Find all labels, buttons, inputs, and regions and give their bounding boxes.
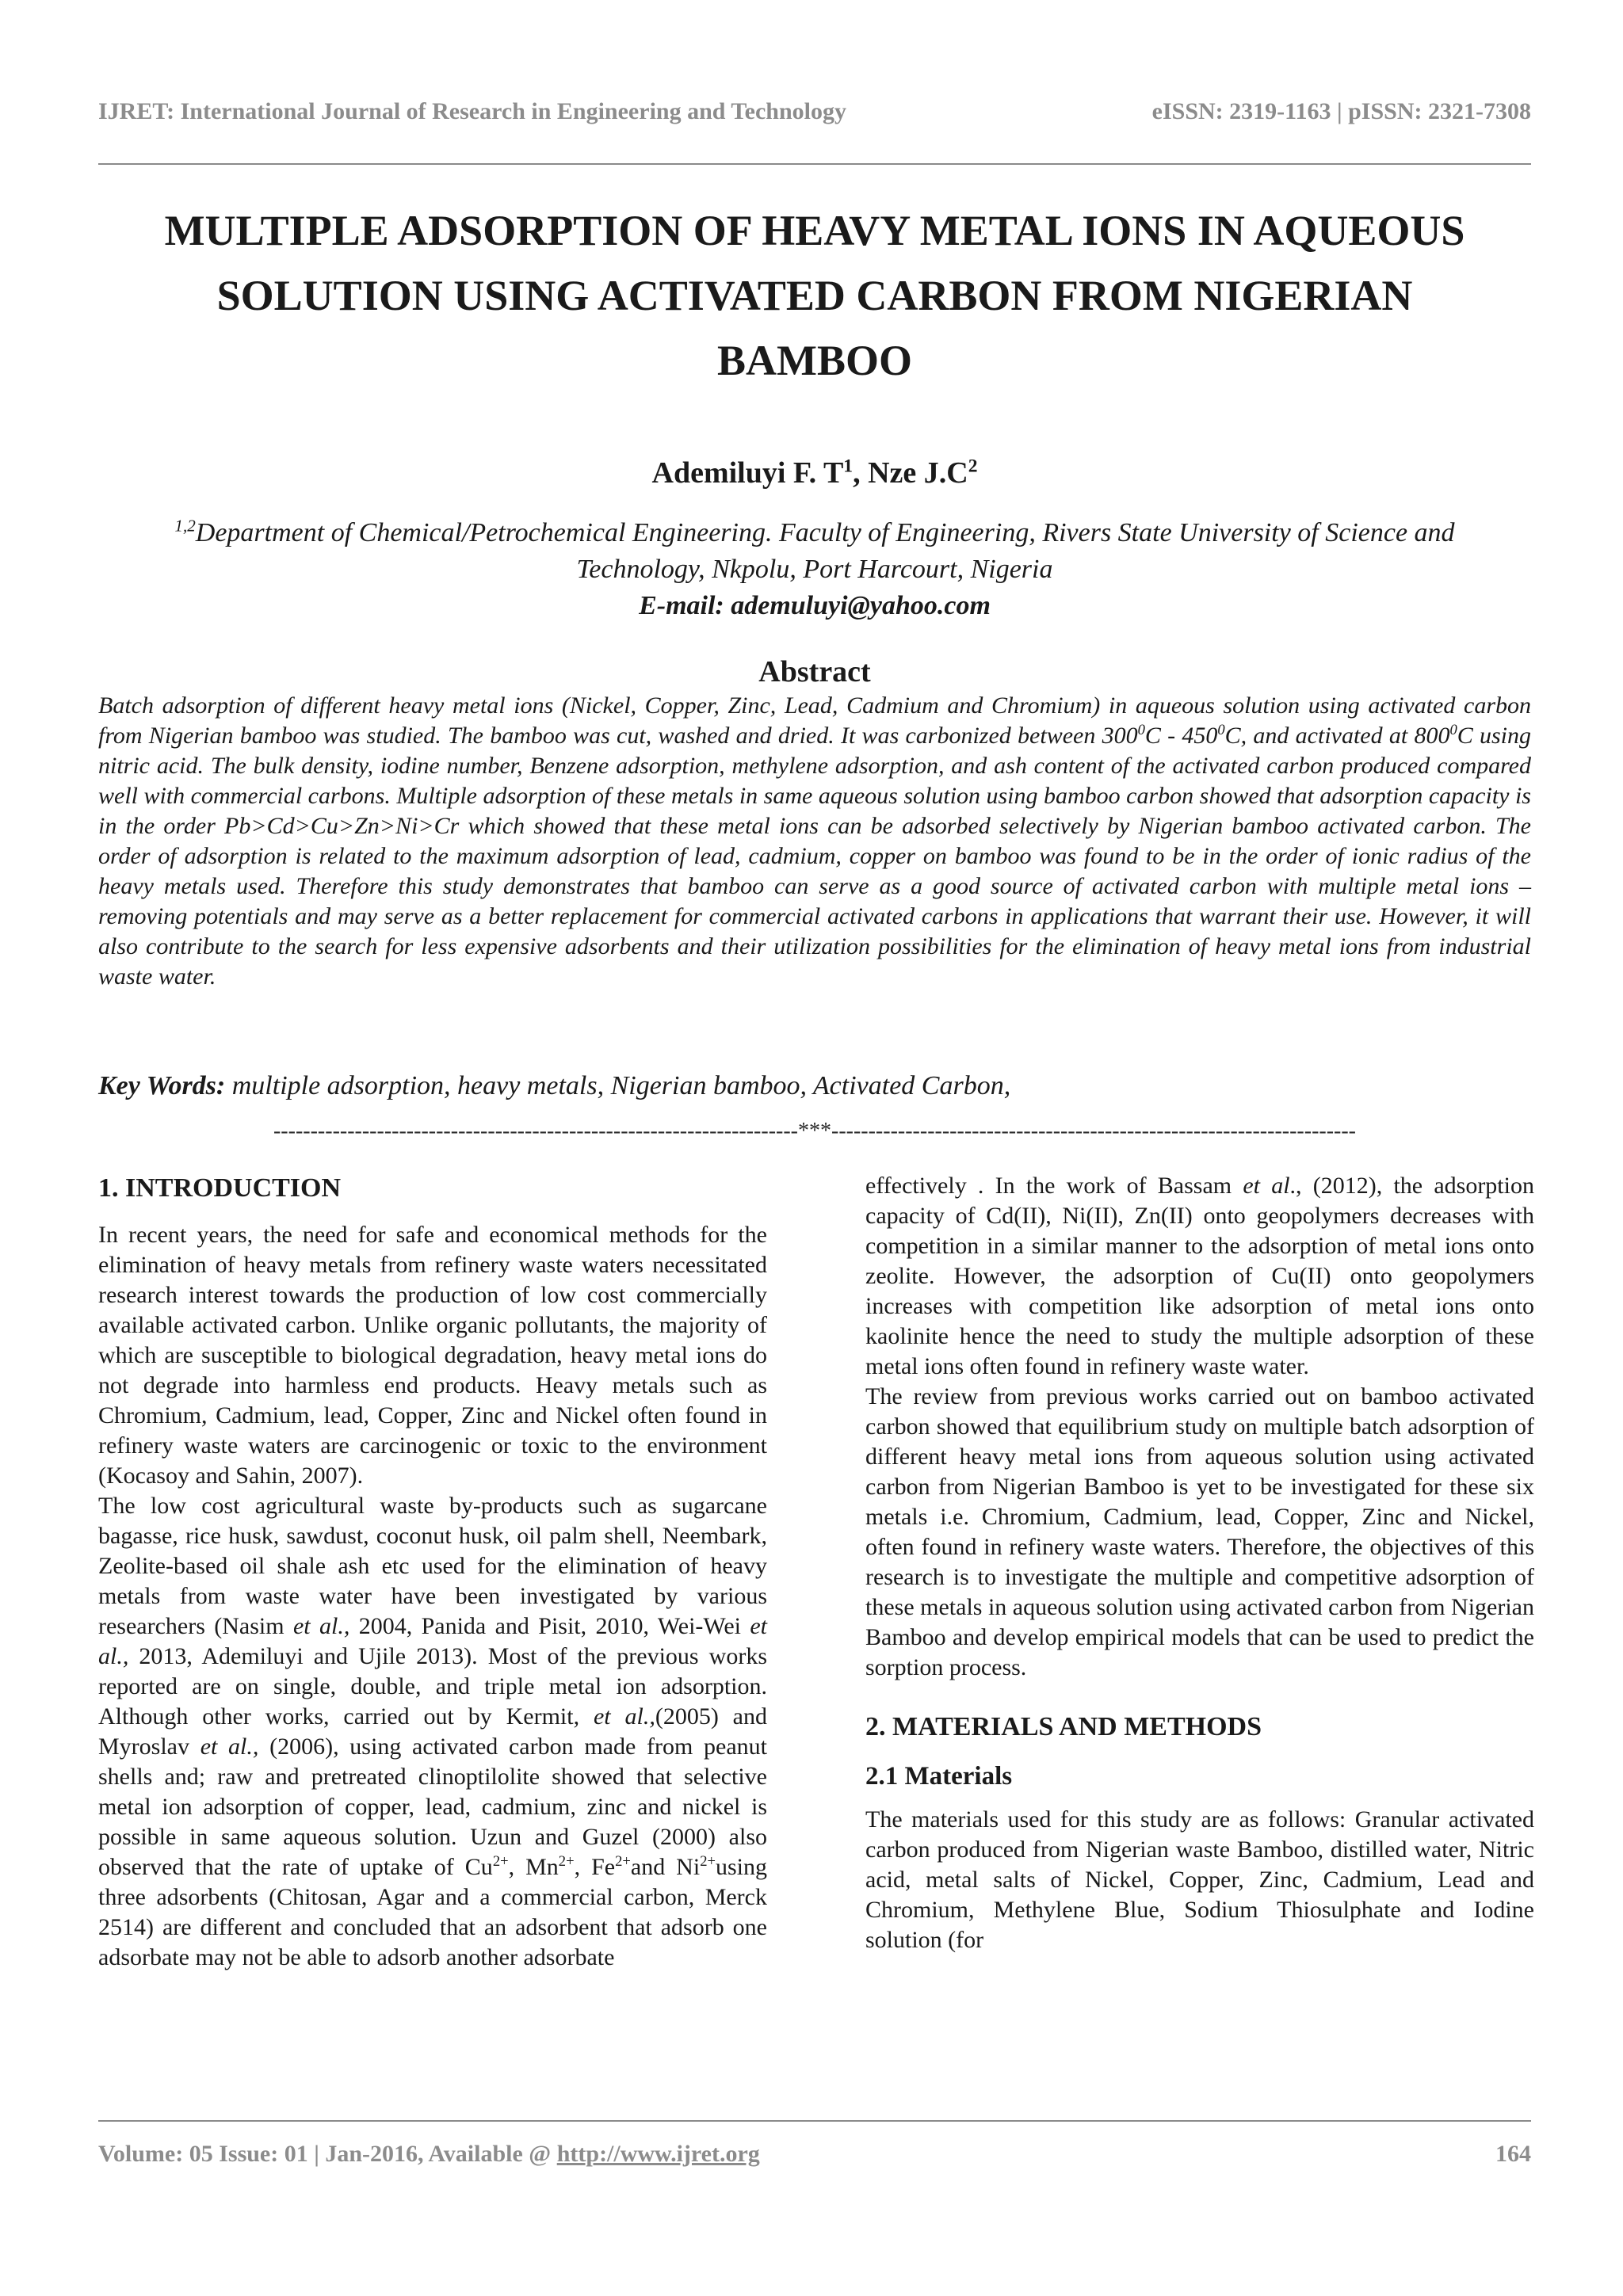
intro-p2-text-e: (2006), using activated carbon made from peanut shells and; raw and pretreated clinoptilolite showed that selective metal ion adsorption of copper, lead, cadmium, zinc and nickel is possible in same aqueous solution. Uzun and Guzel (2000) also observed that the rate of uptake of Cu: [98, 1733, 767, 1880]
keywords: [98, 1071, 1531, 1101]
intro-sup-ni: 2+: [700, 1853, 716, 1870]
materials-subheading: 2.1 Materials: [865, 1762, 1013, 1791]
intro-p2-text-f: , Mn: [508, 1854, 559, 1880]
author-sep: ,: [853, 456, 869, 490]
intro-sup-fe: 2+: [615, 1853, 631, 1870]
intro-paragraph-2: [98, 1491, 767, 1973]
abstract-sup-2: 0: [1217, 722, 1225, 738]
materials-methods-heading: 2. MATERIALS AND METHODS: [865, 1712, 1262, 1741]
affiliation-line-1: Department of Chemical/Petrochemical Engineering. Faculty of Engineering, Rivers State University of Science and: [195, 518, 1455, 547]
abstract-text-2: C - 450: [1144, 723, 1218, 749]
authors: [98, 456, 1531, 490]
header-divider: [98, 163, 1531, 165]
right-p1-text-b: ., (2012), the adsorption capacity of Cd(II), Ni(II), Zn(II) onto geopolymers decreases with competition in a similar manner to the adsorption of metal ions onto zeolite. However, the adsorption of Cu(II) onto geopolymers increases with competition like adsorption of metal ions onto kaolinite hence the need to study the multiple adsorption of these metal ions often found in refinery waste water.: [865, 1173, 1534, 1379]
paper-title: [98, 198, 1531, 393]
running-header: [98, 98, 1531, 133]
intro-p2-text-h: and Ni: [630, 1854, 701, 1880]
page-number: 164: [1495, 2141, 1531, 2167]
footer-volume: [98, 2141, 760, 2168]
intro-sup-cu: 2+: [492, 1853, 509, 1870]
right-paragraph-1: [865, 1171, 1534, 1382]
contact-email[interactable]: E-mail: ademuluyi@yahoo.com: [639, 591, 991, 620]
right-paragraph-2: The review from previous works carried out on bamboo activated carbon showed that equilibrium study on multiple batch adsorption of different heavy metal ions from aqueous solution using activated carbon from Nigerian Bamboo is yet to be investigated for these six metals i.e. Chromium, Cadmium, lead, Copper, Zinc and Nickel, often found in refinery waste waters. Therefore, the objectives of this research is to investigate the multiple and competitive adsorption of these metals in aqueous solution using activated carbon from Nigerian Bamboo and develop empirical models that can be used to predict the sorption process.: [865, 1383, 1534, 1680]
right-etal: et al: [1243, 1173, 1290, 1199]
left-column: [98, 1171, 767, 1973]
intro-p2-text-g: , Fe: [574, 1854, 616, 1880]
materials-paragraph: The materials used for this study are as follows: Granular activated carbon produced from Nigerian waste Bamboo, distilled water, Nitric acid, metal salts of Nickel, Copper, Zinc, Cadmium, Lead and Chromium, Methylene Blue, Sodium Thiosulphate and Iodine solution (for: [865, 1806, 1534, 1953]
journal-name: IJRET: International Journal of Research in Engineering and Technology: [98, 98, 847, 124]
intro-sup-mn: 2+: [558, 1853, 575, 1870]
title-line-1: MULTIPLE ADSORPTION OF HEAVY METAL IONS IN AQUEOUS: [164, 207, 1465, 254]
affiliation: [98, 515, 1531, 624]
intro-p2-text-i: using three adsorbents (Chitosan, Agar and a commercial carbon, Merck 2514) are different and concluded that an adsorbent that adsorb one adsorbate may not be able to adsorb another adsorbate: [98, 1854, 767, 1970]
author-1-sup: 1: [843, 456, 854, 477]
intro-p2-text-a: The low cost agricultural waste by-products such as sugarcane bagasse, rice husk, sawdust, coconut husk, oil palm shell, Neembark, Zeolite-based oil shale ash etc used for the elimination of heavy metals from waste water have been investigated by various researchers (Nasim: [98, 1493, 767, 1639]
intro-p2-text-b: 2004, Panida and Pisit, 2010, Wei-Wei: [349, 1613, 750, 1639]
intro-etal-4: et al.,: [200, 1733, 259, 1760]
issn: eISSN: 2319-1163 | pISSN: 2321-7308: [1151, 98, 1531, 124]
title-line-2: SOLUTION USING ACTIVATED CARBON FROM NIGERIAN: [216, 272, 1413, 319]
spacer: [865, 1683, 1534, 1710]
intro-paragraph-1: In recent years, the need for safe and economical methods for the elimination of heavy metals from refinery waste waters necessitated research interest towards the production of low cost commercially available activated carbon. Unlike organic pollutants, the majority of which are susceptible to biological degradation, heavy metal ions do not degrade into harmless end products. Heavy metals such as Chromium, Cadmium, lead, Copper, Zinc and Nickel often found in refinery waste waters are carcinogenic or toxic to the environment (Kocasoy and Sahin, 2007).: [98, 1222, 767, 1489]
abstract-sup-3: 0: [1449, 722, 1457, 738]
abstract-body: [98, 691, 1531, 992]
right-p1-text-a: effectively . In the work of Bassam: [865, 1173, 1243, 1199]
author-2-sup: 2: [968, 456, 978, 477]
footer-volume-text: Volume: 05 Issue: 01 | Jan-2016, Available @: [98, 2141, 557, 2167]
abstract-text-4: C using nitric acid. The bulk density, iodine number, Benzene adsorption, methylene adsorption, and ash content of the activated carbon produced compared well with commercial carbons. Multiple adsorption of these metals in same aqueous solution using bamboo carbon showed that adsorption capacity is in the order Pb>Cd>Cu>Zn>Ni>Cr which showed that these metal ions can be adsorbed selectively by Nigerian bamboo activated carbon. The order of adsorption is related to the maximum adsorption of lead, cadmium, copper on bamboo was found to be in the order of ionic radius of the heavy metals used. Therefore this study demonstrates that bamboo can serve as a good source of activated carbon with multiple metal ions – removing potentials and may serve as a better replacement for commercial activated carbons in applications that warrant their use. However, it will also contribute to the search for less expensive adsorbents and their utilization possibilities for the elimination of heavy metal ions from industrial waste water.: [98, 723, 1532, 990]
page-footer: [98, 2141, 1531, 2176]
abstract-text-1: Batch adsorption of different heavy metal ions (Nickel, Copper, Zinc, Lead, Cadmium and Chromium) in aqueous solution using activated carbon from Nigerian bamboo was studied. The bamboo was cut, washed and dried. It was carbonized between 300: [98, 692, 1531, 749]
right-column: [865, 1171, 1534, 1955]
intro-heading: 1. INTRODUCTION: [98, 1173, 342, 1203]
section-separator: -----------------------------------------------------------------------***-----------------------------------------------------------------------: [273, 1119, 1357, 1143]
affiliation-sup: 1,2: [174, 516, 196, 536]
journal-link[interactable]: http://www.ijret.org: [556, 2141, 760, 2167]
intro-p2-text-c: 2013, Ademiluyi and Ujile 2013). Most of the previous works reported are on single, double, and triple metal ion adsorption. Although other works, carried out by Kermit,: [98, 1643, 767, 1730]
abstract-sup-1: 0: [1137, 722, 1145, 738]
affiliation-line-2: Technology, Nkpolu, Port Harcourt, Nigeria: [576, 555, 1053, 584]
abstract-heading: Abstract: [758, 655, 871, 688]
keywords-text: multiple adsorption, heavy metals, Nigerian bamboo, Activated Carbon,: [225, 1071, 1011, 1100]
keywords-label: Key Words:: [98, 1071, 226, 1100]
title-line-3: BAMBOO: [716, 337, 912, 384]
intro-etal-3: et al.,: [593, 1703, 655, 1730]
intro-etal-2: et al.,: [98, 1613, 767, 1669]
abstract-text-3: C, and activated at 800: [1224, 723, 1450, 749]
author-2: Nze J.C: [868, 456, 968, 490]
intro-etal-1: et al.,: [292, 1613, 350, 1639]
intro-p2-text-d: (2005) and Myroslav: [98, 1703, 767, 1760]
author-1: Ademiluyi F. T: [651, 456, 844, 490]
footer-divider: [98, 2120, 1531, 2122]
